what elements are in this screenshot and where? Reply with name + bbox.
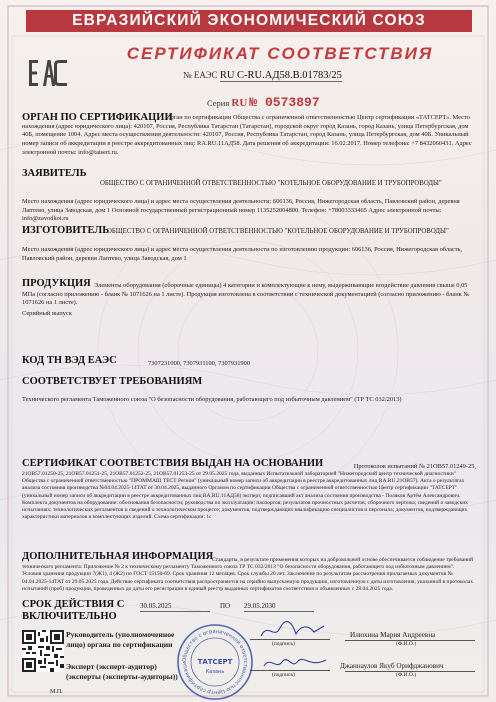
expert-name-caption: (Ф.И.О.) [396,672,417,678]
validity-heading-2: ВКЛЮЧИТЕЛЬНО [22,611,117,622]
product-serial: Серийный выпуск [22,310,72,317]
validity-to-label: ПО [220,602,231,610]
head-signature-caption: (подпись) [272,641,295,647]
applicant-name: ОБЩЕСТВО С ОГРАНИЧЕННОЙ ОТВЕТСТВЕННОСТЬЮ "КОТЕЛЬНОЕ ОБОРУДОВАНИЕ И ТРУБОПРОВОДЫ" [100,180,442,187]
qr-code [22,630,64,672]
reg-label: № ЕАЭС [183,70,218,80]
series-value: RU [231,97,248,109]
validity-heading-1: СРОК ДЕЙСТВИЯ С [22,599,125,610]
series-label: Серия [207,98,230,108]
additional-text: Стандарты, в результате применения которых на добровольной основе обеспечивается соблюдение требований технического регламента: Приложение № 2 к техническому регламенту Таможенного союза ТР ТС 032/2013 "О безопасности оборудования, работающего под избыточным давлением". Условия хранения продукции 7(Ж1), 4 (Ж2) по ГОСТ 15150-69. Срок хранения 12 месяцев. Срок службы 20 лет. Заключение по результатам рассмотрения прилагаемых документов № 04.04.2025-14ТАТ от 29.05.2025 года. Действие сертификата соответствия распространяется на серийно выпускаемую продукцию, изготовленную с даты изготовления, указанной в протоколах испытаний (проб) продукции, проведенных до даты его регистрации в единый реестр выданных сертификатов соответствия и объявленных с 28.04.2025 года. [22,557,474,592]
head-name: Илюхина Мария Андреевна [350,631,436,639]
expert-signature [262,652,328,674]
manufacturer-text: Место нахождения (адрес юридического лица) и адрес места осуществления деятельности по изготовлению продукции: 606136, Россия, Нижегородская область, Павловский район, деревня Лаптево, улица Заводская, дом 1 [22,246,463,262]
expert-signature-caption: (подпись) [272,672,295,678]
series-line [207,95,320,110]
basis-text: 21ОВ57.01250-25, 21ОВ57.01251-25, 21ОВ57.01252-25, 21ОВ57.01253-25 от 29.05.2025 года, выданных Испытательной лабораторией "Нижегородский центр технической диагностики" Общества с ограниченной ответственностью "ПРОММАШ ТЕСТ Регион" (уникальный номер записи об аккредитации в реестре аккредитованных лиц RA.RU.21ОВ57). Акта о результатах анализа состояния производства №04.04.2025-14ТАТ от 30.04.2025, выданного Органом по сертификации Общества с ограниченной ответственностью Центр сертификации "ТАТСЕРТ" (уникальный номер записи об аккредитации в реестре аккредитованных лиц RA.RU.11АД58) эксперт, подписавший акт анализа состояния производства - Поляков Артём Александрович. Комплекта документов на оборудование: обоснования безопасности; руководства по эксплуатации; паспортов; результатов прочностных расчетов; сборочного чертежа; сведений о заводских испытаниях; технологических регламентов и сведений о технологическом процессе; документов, подтверждающих квалификацию специалистов и персонала; документов, подтверждающих характеристики материалов и комплектующих изделий. Схема сертификации: 1с [22,471,468,521]
manufacturer-heading: ИЗГОТОВИТЕЛЬ [22,225,110,236]
manufacturer-name: ОБЩЕСТВО С ОГРАНИЧЕННОЙ ОТВЕТСТВЕННОСТЬЮ "КОТЕЛЬНОЕ ОБОРУДОВАНИЕ И ТРУБОПРОВОДЫ" [107,228,449,235]
head-signature [258,620,328,642]
basis-protocol-head: Протоколов испытаний № 21ОВ57.01249-25, [353,463,476,470]
tnved-codes: 7307231000, 7307931100, 7307931900 [148,360,251,367]
head-label [66,630,186,649]
serial-number: № 0573897 [249,95,320,110]
mp-label: М.П. [50,689,63,695]
head-name-caption: (Ф.И.О.) [396,641,417,647]
product-text: Элементы оборудования (сборочные единицы) 4 категории и комплектующие к нему, выдерживающие воздействие давления свыше 0,05 МПа (согласно приложению - бланк № 1071626 на 1 листе). Продукция изготовлена в соответствии с технической документацией (согласно приложению - бланк № 1071626 на 1 листе). [22,282,470,307]
reg-number: RU С-RU.АД58.В.01783/25 [219,70,342,81]
compliance-text: Технического регламента Таможенного союза "О безопасности оборудования, работающего под избыточным давлением" (ТР ТС 032/2013) [22,396,402,403]
certification-stamp [175,622,255,702]
stamp-center-text: ТАТСЕРТ [197,658,233,666]
organ-text: Орган по сертификации Общества с ограниченной ответственностью Центр сертификации «ТАТСЕРТ». Место нахождения (адрес юридического лица): 420107, Россия, Республика Татарстан (Татарстан), городской округ город Казань, город Казань, улица Петербургская, дом 40Б, помещение 1004. Адрес места осуществления деятельности: 420107, Россия, Республика Татарстан, город Казань, улица Петербургская, дом 40Б. Уникальный номер записи об аккредитации в реестре аккредитованных лиц: RA.RU.11АД58. Дата решения об аккредитации: 16.02.2017. Номер телефона: +7 8432060431. Адрес электронной почты: info@tatsert.ru. [22,114,472,156]
certificate-title: СЕРТИФИКАТ СООТВЕТСТВИЯ [126,44,434,63]
applicant-heading: ЗАЯВИТЕЛЬ [22,168,87,179]
validity-to: 29.05.2030 [244,602,314,612]
validity-from: 30.05.2025 [140,602,210,612]
applicant-text: Место нахождения (адрес юридического лица) и адрес места осуществления деятельности: 606136, Россия, Нижегородская область, Павловский район, деревня Лаптево, улица Заводская, дом 1 Основной государственный регистрационный номер 1135252004800. Телефон: +78003333465 Адрес электронной почты: info@zavodkot.ru [22,198,460,223]
tnved-heading: КОД ТН ВЭД ЕАЭС [22,355,117,366]
union-banner: ЕВРАЗИЙСКИЙ ЭКОНОМИЧЕСКИЙ СОЮЗ [26,10,472,32]
stamp-ring-text: Общество с ограниченной ответственностью Центр сертификаци [181,628,249,696]
head-label-line-2: лицо) органа по сертификации [66,639,173,649]
expert-name: Джаннаулов Якуб Орифджанович [340,662,444,670]
additional-heading: ДОПОЛНИТЕЛЬНАЯ ИНФОРМАЦИЯ [22,551,214,562]
organ-heading: ОРГАН ПО СЕРТИФИКАЦИИ [22,112,173,123]
stamp-sub-text: Казань [205,669,225,675]
head-label-line-1: Руководитель (уполномоченное [66,630,175,639]
eac-logo [28,56,68,92]
expert-label-line-1: Эксперт (эксперт-аудитор) [66,662,157,671]
expert-label-line-2: (эксперты (эксперты-аудиторы)) [66,671,178,681]
basis-heading: СЕРТИФИКАТ СООТВЕТСТВИЯ ВЫДАН НА ОСНОВАНИИ [22,458,324,469]
expert-label [66,662,186,681]
product-heading: ПРОДУКЦИЯ [22,278,91,289]
compliance-heading: СООТВЕТСТВУЕТ ТРЕБОВАНИЯМ [22,376,203,387]
registration-line [183,70,342,81]
